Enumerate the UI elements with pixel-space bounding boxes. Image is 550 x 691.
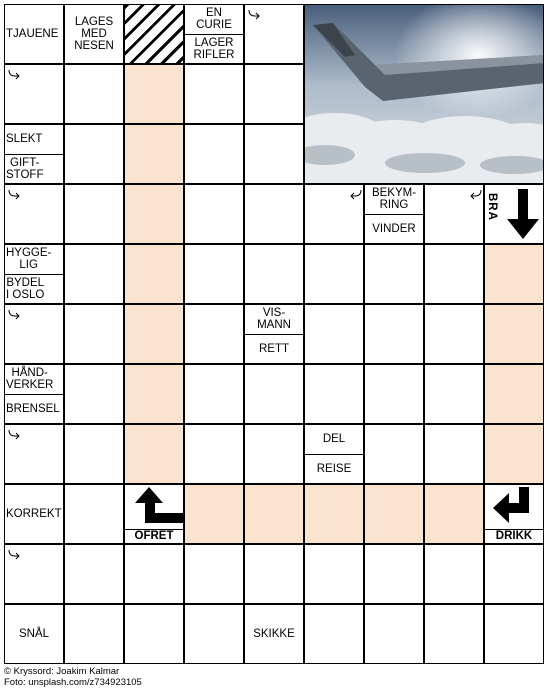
answer-cell-highlight[interactable] <box>184 484 244 544</box>
answer-cell[interactable] <box>64 64 124 124</box>
answer-cell[interactable] <box>64 424 124 484</box>
answer-cell[interactable] <box>184 184 244 244</box>
clue-cell <box>244 604 304 664</box>
answer-cell[interactable] <box>484 604 544 664</box>
clue-slekt: SLEKT <box>6 133 43 146</box>
answer-cell[interactable] <box>304 244 364 304</box>
answer-cell[interactable] <box>184 364 244 424</box>
answer-cell-highlight[interactable] <box>484 244 544 304</box>
arrow-right-icon <box>7 308 21 322</box>
answer-cell[interactable] <box>184 64 244 124</box>
answer-cell-highlight[interactable] <box>124 364 184 424</box>
answer-cell[interactable] <box>424 184 484 244</box>
answer-cell[interactable] <box>424 244 484 304</box>
answer-cell[interactable] <box>304 364 364 424</box>
answer-cell-highlight[interactable] <box>124 64 184 124</box>
answer-cell-highlight[interactable] <box>124 304 184 364</box>
answer-cell[interactable] <box>244 244 304 304</box>
answer-cell[interactable] <box>424 544 484 604</box>
clue-vismann: VIS- MANN <box>257 307 291 332</box>
arrow-right-icon <box>7 68 21 82</box>
answer-cell-highlight[interactable] <box>124 424 184 484</box>
answer-cell[interactable] <box>364 424 424 484</box>
arrow-up-right-icon <box>135 487 185 525</box>
answer-cell[interactable] <box>4 424 64 484</box>
answer-cell[interactable] <box>304 184 364 244</box>
clue-skikke: SKIKKE <box>253 628 295 640</box>
answer-cell[interactable] <box>4 544 64 604</box>
clue-bekymring: BEKYM- RING <box>371 187 417 212</box>
hatched-block <box>124 4 184 64</box>
arrow-right-icon <box>7 548 21 562</box>
clue-cell <box>4 4 64 64</box>
answer-cell[interactable] <box>244 424 304 484</box>
answer-cell[interactable] <box>64 364 124 424</box>
answer-cell[interactable] <box>244 544 304 604</box>
answer-cell[interactable] <box>4 304 64 364</box>
answer-cell-highlight[interactable] <box>484 364 544 424</box>
answer-cell[interactable] <box>184 124 244 184</box>
answer-cell-highlight[interactable] <box>124 184 184 244</box>
clue-cell <box>4 244 64 304</box>
answer-cell[interactable] <box>124 544 184 604</box>
clue-cell <box>244 304 304 364</box>
credit-photo: Foto: unsplash.com/z734923105 <box>4 677 142 688</box>
clue-giftstoff: GIFT- STOFF <box>5 154 63 184</box>
clue-lager-rifler: LAGER RIFLER <box>185 34 243 64</box>
crossword-grid <box>4 4 544 664</box>
arrow-down-icon <box>505 189 541 239</box>
arrow-right-icon <box>7 188 21 202</box>
clue-rett: RETT <box>245 334 303 364</box>
answer-cell[interactable] <box>244 64 304 124</box>
answer-cell-highlight[interactable] <box>484 424 544 484</box>
answer-cell[interactable] <box>124 604 184 664</box>
answer-cell[interactable] <box>64 304 124 364</box>
clue-brensel: BRENSEL <box>5 394 63 424</box>
answer-cell[interactable] <box>304 604 364 664</box>
answer-cell[interactable] <box>184 544 244 604</box>
answer-cell[interactable] <box>424 364 484 424</box>
answer-cell[interactable] <box>364 364 424 424</box>
clue-drikk: DRIKK <box>485 529 543 542</box>
clue-del: DEL <box>322 433 346 446</box>
answer-cell[interactable] <box>304 304 364 364</box>
clue-cell <box>4 364 64 424</box>
answer-cell[interactable] <box>424 304 484 364</box>
clue-vinder: VINDER <box>365 214 423 244</box>
arrow-right-icon <box>247 8 261 22</box>
clue-bra: BRA <box>486 193 498 221</box>
clue-handverker: HÅND- VERKER <box>6 367 54 392</box>
clue-ofret: OFRET <box>125 529 183 542</box>
answer-cell[interactable] <box>364 304 424 364</box>
answer-cell-highlight[interactable] <box>124 124 184 184</box>
answer-cell[interactable] <box>244 124 304 184</box>
clue-cell <box>64 4 124 64</box>
answer-cell[interactable] <box>4 64 64 124</box>
answer-cell[interactable] <box>364 544 424 604</box>
answer-cell[interactable] <box>4 184 64 244</box>
answer-cell-highlight[interactable] <box>484 304 544 364</box>
airplane-wing-photo <box>304 4 544 184</box>
answer-cell[interactable] <box>64 544 124 604</box>
answer-cell[interactable] <box>364 604 424 664</box>
answer-cell[interactable] <box>184 244 244 304</box>
answer-cell[interactable] <box>424 604 484 664</box>
answer-cell[interactable] <box>64 124 124 184</box>
clue-cell <box>4 604 64 664</box>
clue-lages-med-nesen: LAGES MED NESEN <box>74 16 114 52</box>
clue-bydel-i-oslo: BYDEL I OSLO <box>5 274 63 304</box>
answer-cell[interactable] <box>64 244 124 304</box>
answer-cell-highlight[interactable] <box>424 484 484 544</box>
answer-cell-highlight[interactable] <box>244 484 304 544</box>
credit-crossword: © Kryssord: Joakim Kalmar <box>4 666 120 677</box>
answer-cell[interactable] <box>64 184 124 244</box>
clue-en-curie: EN CURIE <box>196 7 232 32</box>
arrow-down-left-icon <box>469 188 483 202</box>
clue-cell <box>4 484 64 544</box>
arrow-left-up-icon <box>491 487 533 525</box>
clue-cell <box>364 184 424 244</box>
answer-cell[interactable] <box>64 484 124 544</box>
answer-cell[interactable] <box>64 604 124 664</box>
clue-cell <box>184 4 244 64</box>
clue-cell <box>304 424 364 484</box>
clue-korrekt: KORREKT <box>6 508 62 520</box>
clue-reise: REISE <box>305 454 363 484</box>
answer-cell[interactable] <box>184 304 244 364</box>
answer-cell[interactable] <box>304 544 364 604</box>
answer-cell[interactable] <box>484 544 544 604</box>
clue-cell-drikk <box>484 484 544 544</box>
clue-snal: SNÅL <box>18 628 50 640</box>
clue-hyggelig: HYGGE- LIG <box>6 247 52 272</box>
clue-cell-bra <box>484 184 544 244</box>
clue-cell-ofret <box>124 484 184 544</box>
credits <box>4 666 142 688</box>
answer-cell[interactable] <box>244 184 304 244</box>
clue-cell <box>4 124 64 184</box>
answer-cell-highlight[interactable] <box>304 484 364 544</box>
arrow-down-left-icon <box>349 188 363 202</box>
answer-cell[interactable] <box>244 364 304 424</box>
arrow-right-icon <box>7 428 21 442</box>
answer-cell-highlight[interactable] <box>364 484 424 544</box>
answer-cell[interactable] <box>424 424 484 484</box>
clue-tjauene: TJAUENE <box>6 28 59 40</box>
photo-image <box>305 5 544 184</box>
answer-cell[interactable] <box>184 604 244 664</box>
answer-cell[interactable] <box>364 244 424 304</box>
answer-cell-highlight[interactable] <box>124 244 184 304</box>
answer-cell[interactable] <box>184 424 244 484</box>
answer-cell[interactable] <box>244 4 304 64</box>
